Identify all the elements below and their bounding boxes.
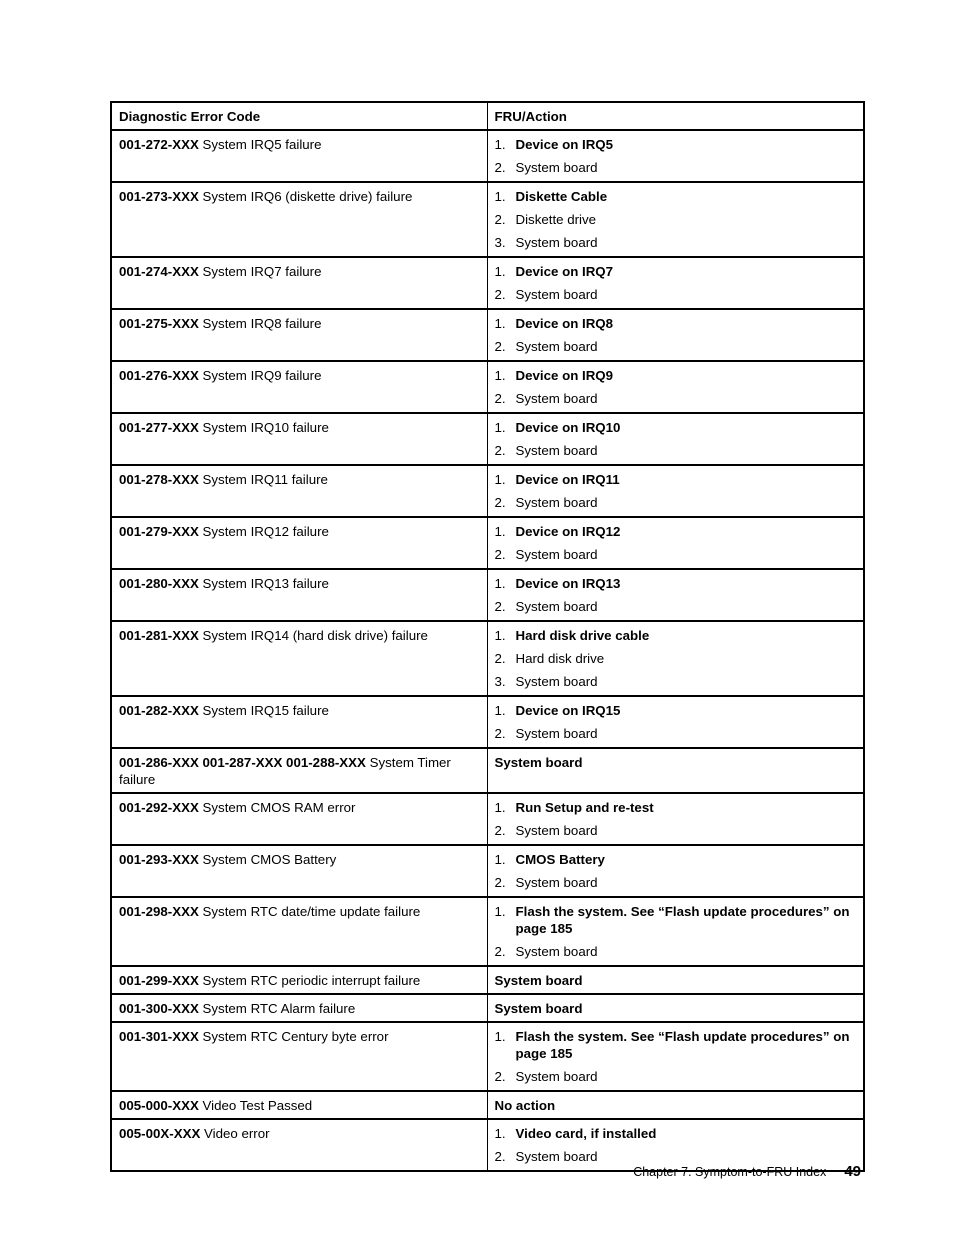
single-action: System board xyxy=(494,755,583,770)
error-code: 001-281-XXX xyxy=(119,628,199,643)
step-text: Device on IRQ12 xyxy=(515,524,621,539)
action-step xyxy=(495,188,856,205)
action-step xyxy=(495,799,856,816)
error-description: System Timer failure xyxy=(119,755,455,787)
action-step xyxy=(495,943,856,960)
error-code: 005-000-XXX xyxy=(119,1098,199,1113)
action-step xyxy=(495,627,856,644)
step-number: 1. xyxy=(494,576,506,591)
action-step xyxy=(495,575,856,592)
action-step xyxy=(495,546,856,563)
step-number: 2. xyxy=(494,443,506,458)
error-code-cell xyxy=(111,465,487,517)
fru-action-cell xyxy=(487,517,864,569)
table-row xyxy=(111,517,864,569)
action-step xyxy=(495,673,856,690)
action-list xyxy=(495,1028,856,1085)
fru-action-cell xyxy=(487,748,864,793)
step-number: 3. xyxy=(494,674,506,689)
error-code: 001-272-XXX xyxy=(119,137,199,152)
action-list xyxy=(495,627,856,690)
action-step xyxy=(495,1028,856,1062)
step-number: 2. xyxy=(494,599,506,614)
action-list xyxy=(495,851,856,891)
error-code-cell xyxy=(111,361,487,413)
fru-action-cell xyxy=(487,309,864,361)
error-description: System IRQ9 failure xyxy=(198,368,322,383)
action-step xyxy=(495,442,856,459)
error-code: 001-276-XXX xyxy=(119,368,199,383)
step-number: 2. xyxy=(494,160,506,175)
action-step xyxy=(495,822,856,839)
error-description: System IRQ11 failure xyxy=(198,472,328,487)
step-number: 1. xyxy=(494,904,506,919)
action-list xyxy=(495,575,856,615)
table-row xyxy=(111,897,864,966)
table-row xyxy=(111,1022,864,1091)
step-text: System board xyxy=(515,547,598,562)
step-text: Device on IRQ11 xyxy=(515,472,620,487)
error-code: 001-300-XXX xyxy=(119,1001,199,1016)
error-code: 001-274-XXX xyxy=(119,264,199,279)
action-list xyxy=(495,1125,856,1165)
single-action: System board xyxy=(494,973,583,988)
page-number: 49 xyxy=(844,1163,861,1180)
fru-action-cell xyxy=(487,1022,864,1091)
table-header-row xyxy=(111,102,864,130)
error-code: 001-279-XXX xyxy=(119,524,199,539)
step-number: 1. xyxy=(494,852,506,867)
step-text: Device on IRQ10 xyxy=(515,420,621,435)
error-code: 001-293-XXX xyxy=(119,852,199,867)
step-text: System board xyxy=(515,391,598,406)
action-step xyxy=(495,471,856,488)
table-row xyxy=(111,361,864,413)
error-code-cell xyxy=(111,517,487,569)
step-text: System board xyxy=(515,875,598,890)
step-text: System board xyxy=(515,160,598,175)
error-code-cell xyxy=(111,130,487,182)
table-row xyxy=(111,994,864,1022)
single-action: No action xyxy=(494,1098,556,1113)
action-step xyxy=(495,1068,856,1085)
step-number: 3. xyxy=(494,235,506,250)
step-text: Hard disk drive cable xyxy=(515,628,650,643)
step-number: 1. xyxy=(494,1029,506,1044)
error-code: 001-273-XXX xyxy=(119,189,199,204)
fru-action-cell xyxy=(487,845,864,897)
fru-action-cell xyxy=(487,130,864,182)
error-code: 001-292-XXX xyxy=(119,800,199,815)
error-code: 005-00X-XXX xyxy=(119,1126,201,1141)
step-text: System board xyxy=(515,674,598,689)
action-list xyxy=(495,799,856,839)
action-step xyxy=(495,494,856,511)
step-text: System board xyxy=(515,944,598,959)
step-text: System board xyxy=(515,235,598,250)
fru-action-cell xyxy=(487,793,864,845)
page-footer xyxy=(633,1163,861,1180)
error-code-cell xyxy=(111,966,487,994)
fru-action-cell xyxy=(487,465,864,517)
error-code: 001-299-XXX xyxy=(119,973,199,988)
action-step xyxy=(495,234,856,251)
step-number: 1. xyxy=(494,368,506,383)
step-number: 2. xyxy=(494,726,506,741)
action-step xyxy=(495,523,856,540)
table-row xyxy=(111,845,864,897)
error-code: 001-277-XXX xyxy=(119,420,199,435)
error-code-cell xyxy=(111,845,487,897)
table-row xyxy=(111,413,864,465)
step-text: Diskette Cable xyxy=(515,189,608,204)
step-text: Device on IRQ13 xyxy=(515,576,621,591)
step-number: 1. xyxy=(494,800,506,815)
error-code-cell xyxy=(111,1091,487,1119)
table-row xyxy=(111,465,864,517)
action-list xyxy=(495,523,856,563)
step-number: 2. xyxy=(494,391,506,406)
error-description: System RTC date/time update failure xyxy=(198,904,421,919)
error-code: 001-301-XXX xyxy=(119,1029,199,1044)
step-text: System board xyxy=(515,726,598,741)
error-description: System IRQ7 failure xyxy=(198,264,322,279)
error-code-cell xyxy=(111,1119,487,1171)
error-code-cell xyxy=(111,994,487,1022)
step-text: Device on IRQ15 xyxy=(515,703,621,718)
error-code-cell xyxy=(111,696,487,748)
step-number: 2. xyxy=(494,823,506,838)
fru-action-cell xyxy=(487,897,864,966)
action-step xyxy=(495,702,856,719)
action-step xyxy=(495,725,856,742)
error-code-cell xyxy=(111,897,487,966)
error-code: 001-286-XXX 001-287-XXX 001-288-XXX xyxy=(119,755,366,770)
table-row xyxy=(111,569,864,621)
header-diagnostic-error-code: Diagnostic Error Code xyxy=(111,102,487,130)
step-number: 1. xyxy=(494,628,506,643)
step-text: Flash the system. See “Flash update procedures” on page 185 xyxy=(515,1029,850,1061)
step-number: 2. xyxy=(494,1149,506,1164)
step-number: 2. xyxy=(494,547,506,562)
fru-action-cell xyxy=(487,257,864,309)
step-number: 2. xyxy=(494,875,506,890)
step-number: 2. xyxy=(494,651,506,666)
step-text: Run Setup and re-test xyxy=(515,800,654,815)
step-text: System board xyxy=(515,287,598,302)
fru-action-cell xyxy=(487,994,864,1022)
action-step xyxy=(495,367,856,384)
step-text: Device on IRQ7 xyxy=(515,264,614,279)
step-number: 1. xyxy=(494,316,506,331)
error-code-cell xyxy=(111,569,487,621)
step-text: CMOS Battery xyxy=(515,852,605,867)
single-action: System board xyxy=(494,1001,583,1016)
error-description: System IRQ8 failure xyxy=(198,316,322,331)
step-text: System board xyxy=(515,495,598,510)
error-description: System IRQ5 failure xyxy=(198,137,322,152)
error-code-cell xyxy=(111,793,487,845)
step-number: 1. xyxy=(494,189,506,204)
error-description: System CMOS Battery xyxy=(198,852,337,867)
step-number: 2. xyxy=(494,339,506,354)
action-step xyxy=(495,263,856,280)
error-code-cell xyxy=(111,182,487,257)
diagnostic-error-table xyxy=(110,101,865,1172)
step-number: 1. xyxy=(494,472,506,487)
step-text: System board xyxy=(515,339,598,354)
error-code-cell xyxy=(111,1022,487,1091)
step-number: 2. xyxy=(494,212,506,227)
action-step xyxy=(495,874,856,891)
action-list xyxy=(495,367,856,407)
table-row xyxy=(111,1091,864,1119)
error-description: System IRQ6 (diskette drive) failure xyxy=(198,189,413,204)
step-number: 2. xyxy=(494,944,506,959)
step-number: 1. xyxy=(494,420,506,435)
step-text: System board xyxy=(515,823,598,838)
step-number: 2. xyxy=(494,495,506,510)
fru-action-cell xyxy=(487,966,864,994)
action-list xyxy=(495,188,856,251)
action-step xyxy=(495,851,856,868)
fru-action-cell xyxy=(487,182,864,257)
fru-action-cell xyxy=(487,413,864,465)
step-text: Flash the system. See “Flash update procedures” on page 185 xyxy=(515,904,850,936)
fru-action-cell xyxy=(487,621,864,696)
table-row xyxy=(111,182,864,257)
table-row xyxy=(111,621,864,696)
action-step xyxy=(495,390,856,407)
action-step xyxy=(495,159,856,176)
action-step xyxy=(495,903,856,937)
error-description: System RTC periodic interrupt failure xyxy=(198,973,421,988)
action-step xyxy=(495,419,856,436)
step-number: 1. xyxy=(494,524,506,539)
header-fru-action: FRU/Action xyxy=(487,102,864,130)
step-text: Device on IRQ5 xyxy=(515,137,614,152)
action-step xyxy=(495,315,856,332)
step-text: Diskette drive xyxy=(515,212,597,227)
action-step xyxy=(495,338,856,355)
step-number: 2. xyxy=(494,1069,506,1084)
action-step xyxy=(495,1125,856,1142)
step-text: Device on IRQ8 xyxy=(515,316,614,331)
step-number: 1. xyxy=(494,137,506,152)
action-step xyxy=(495,598,856,615)
error-code-cell xyxy=(111,621,487,696)
step-text: System board xyxy=(515,1069,598,1084)
fru-action-cell xyxy=(487,1091,864,1119)
step-text: Device on IRQ9 xyxy=(515,368,614,383)
error-code: 001-282-XXX xyxy=(119,703,199,718)
action-list xyxy=(495,419,856,459)
error-code: 001-280-XXX xyxy=(119,576,199,591)
error-code: 001-278-XXX xyxy=(119,472,199,487)
fru-action-cell xyxy=(487,696,864,748)
error-description: System IRQ13 failure xyxy=(198,576,329,591)
table-row xyxy=(111,793,864,845)
error-code: 001-298-XXX xyxy=(119,904,199,919)
error-description: System RTC Century byte error xyxy=(198,1029,389,1044)
error-description: System IRQ15 failure xyxy=(198,703,329,718)
error-description: System IRQ12 failure xyxy=(198,524,329,539)
action-list xyxy=(495,903,856,960)
chapter-title: Chapter 7. Symptom-to-FRU Index xyxy=(633,1165,827,1179)
action-step xyxy=(495,211,856,228)
step-number: 1. xyxy=(494,1126,506,1141)
step-text: System board xyxy=(515,599,598,614)
action-list xyxy=(495,471,856,511)
step-number: 2. xyxy=(494,287,506,302)
step-number: 1. xyxy=(494,264,506,279)
fru-action-cell xyxy=(487,361,864,413)
fru-action-cell xyxy=(487,569,864,621)
table-row xyxy=(111,130,864,182)
action-list xyxy=(495,263,856,303)
error-code-cell xyxy=(111,748,487,793)
error-description: System IRQ10 failure xyxy=(198,420,329,435)
table-row xyxy=(111,309,864,361)
error-description: Video Test Passed xyxy=(198,1098,313,1113)
action-step xyxy=(495,136,856,153)
error-code-cell xyxy=(111,413,487,465)
error-code: 001-275-XXX xyxy=(119,316,199,331)
action-list xyxy=(495,315,856,355)
step-text: Hard disk drive xyxy=(515,651,605,666)
step-text: System board xyxy=(515,1149,598,1164)
action-list xyxy=(495,136,856,176)
table-row xyxy=(111,696,864,748)
action-step xyxy=(495,650,856,667)
action-step xyxy=(495,286,856,303)
action-list xyxy=(495,702,856,742)
error-code-cell xyxy=(111,309,487,361)
table-row xyxy=(111,748,864,793)
error-description: Video error xyxy=(200,1126,270,1141)
table-row xyxy=(111,257,864,309)
step-text: Video card, if installed xyxy=(515,1126,657,1141)
error-description: System IRQ14 (hard disk drive) failure xyxy=(198,628,428,643)
step-text: System board xyxy=(515,443,598,458)
error-description: System RTC Alarm failure xyxy=(198,1001,356,1016)
table-row xyxy=(111,966,864,994)
error-code-cell xyxy=(111,257,487,309)
error-description: System CMOS RAM error xyxy=(198,800,356,815)
step-number: 1. xyxy=(494,703,506,718)
